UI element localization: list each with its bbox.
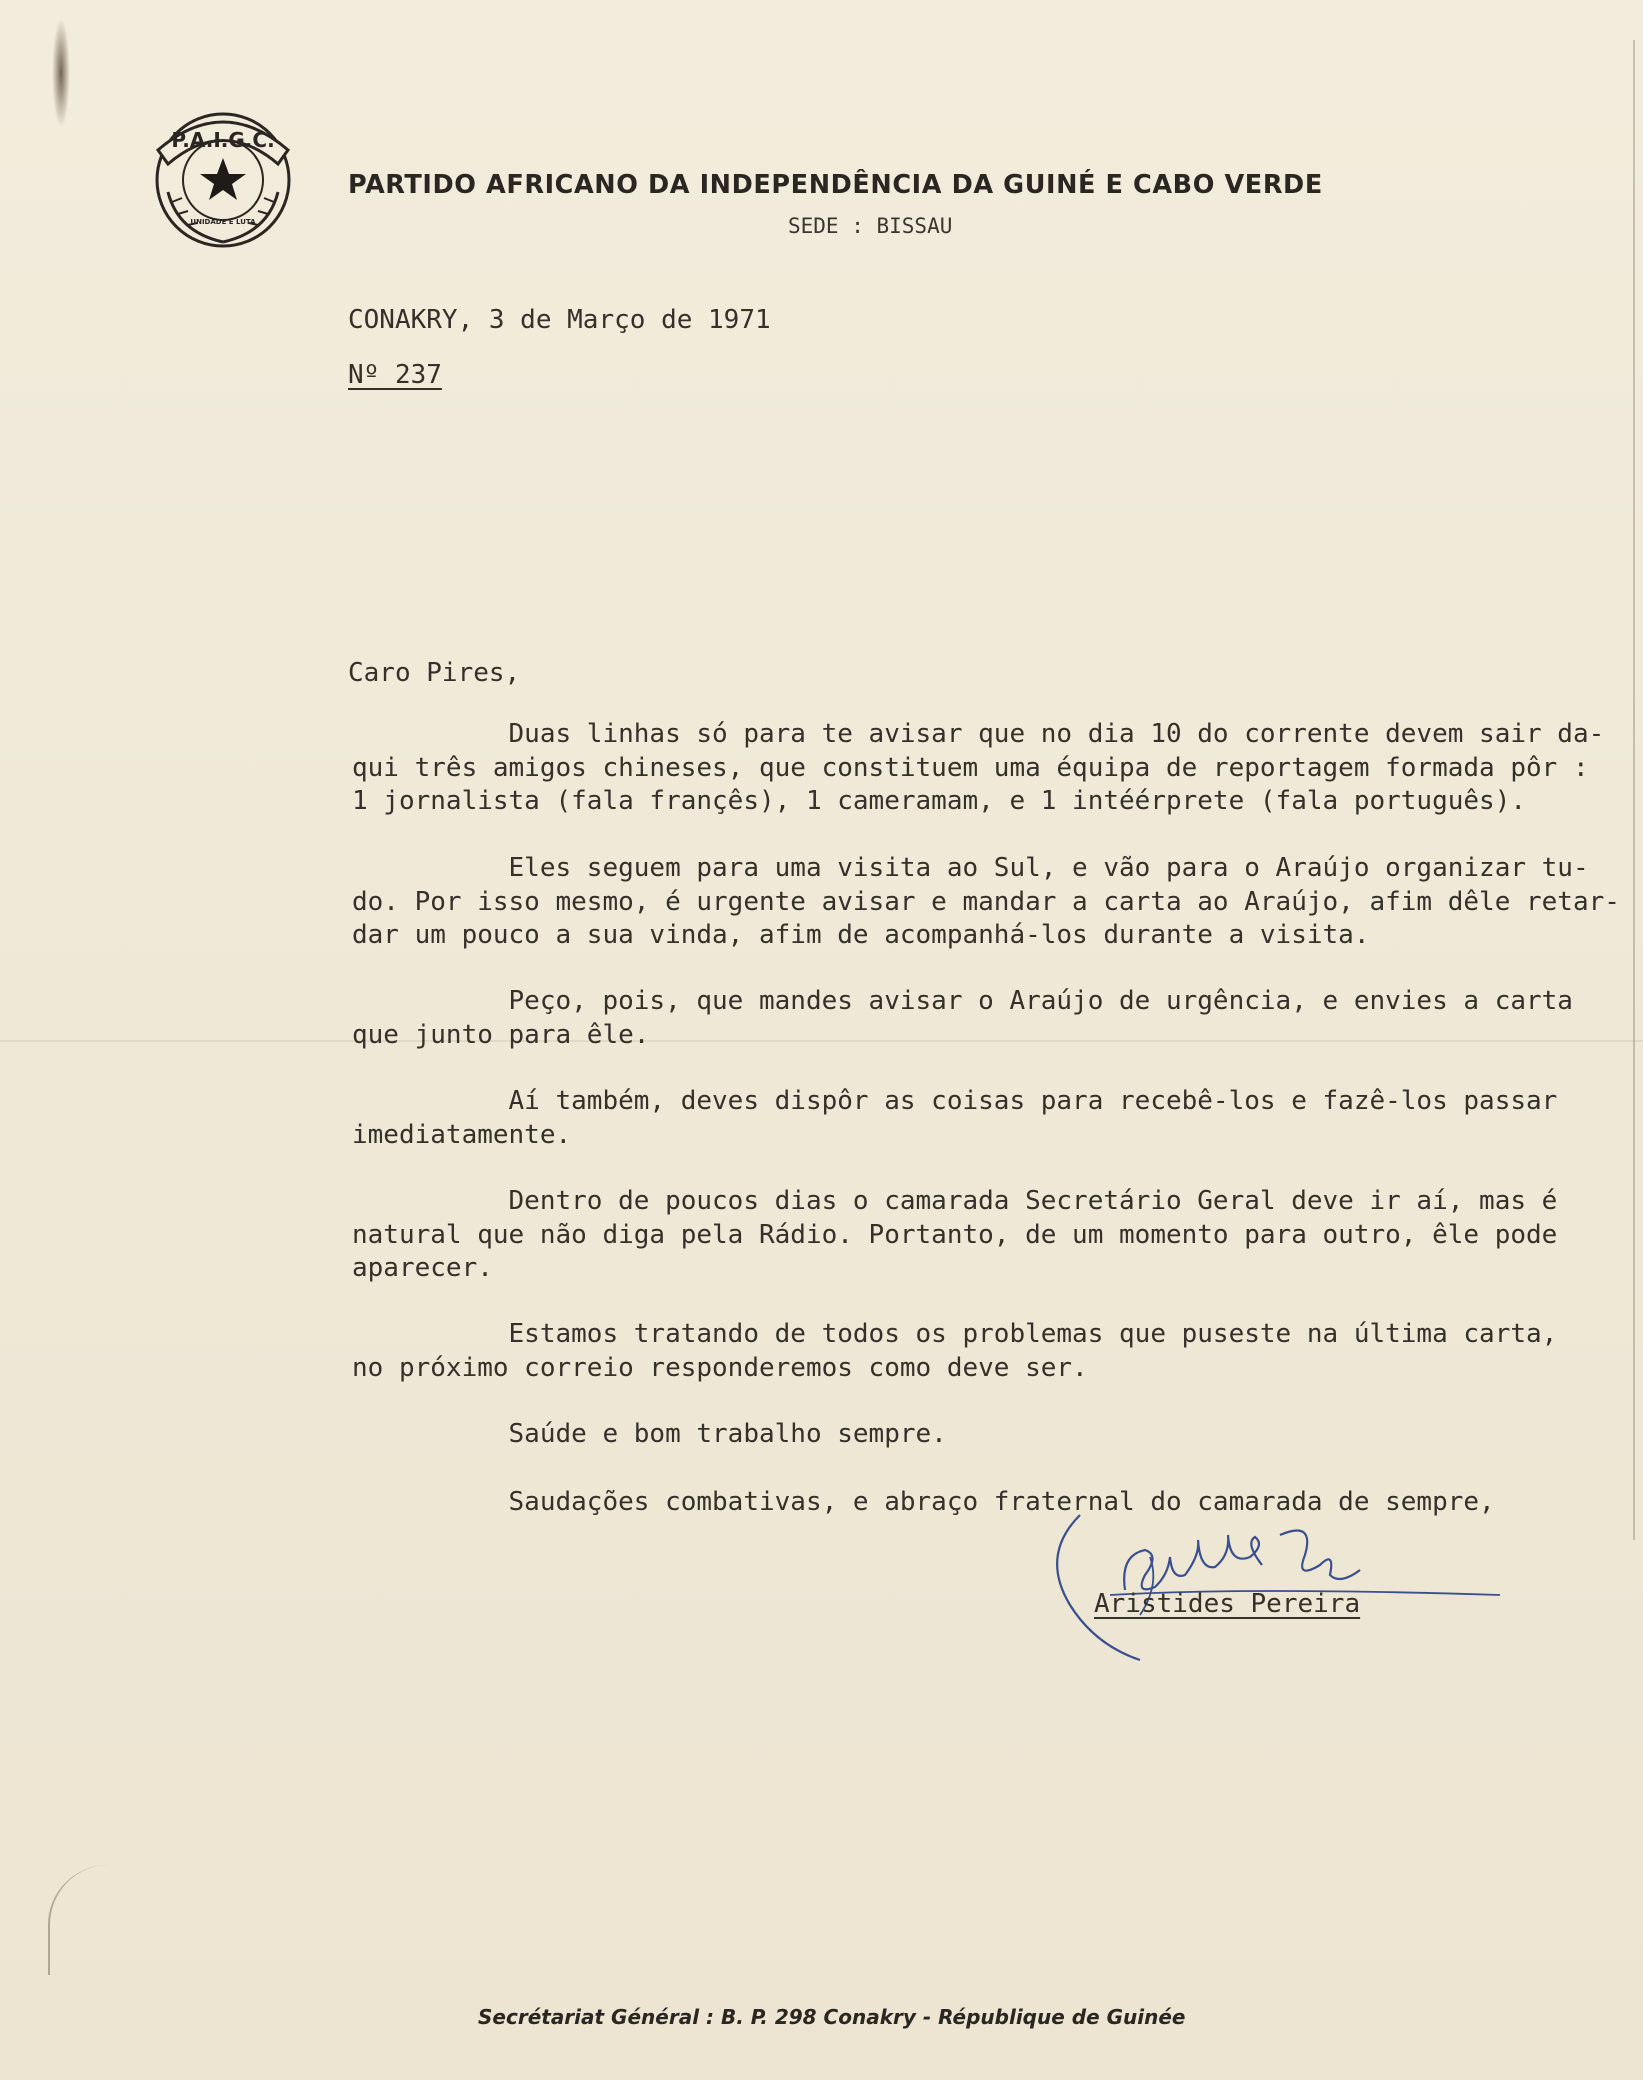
handwritten-signature [1050, 1495, 1520, 1665]
paragraph-7: Saúde e bom trabalho sempre. [352, 1419, 947, 1449]
paragraph-4: Aí também, deves dispôr as coisas para recebê-los e fazê-los passar imediatamente. [352, 1086, 1558, 1150]
paragraph-2: Eles seguem para uma visita ao Sul, e vão para o Araújo organizar tu- do. Por isso mesmo, é urgente avisar e mandar a carta ao Araújo, afim dêle retar- dar um pouco a sua vinda, afim de acompanhá-los durante a visita. [352, 853, 1620, 950]
logo-motto: UNIDADE E LUTA [190, 218, 256, 226]
organization-name: PARTIDO AFRICANO DA INDEPENDÊNCIA DA GUINÉ E CABO VERDE [348, 170, 1323, 200]
paper-crease [48, 1865, 130, 1975]
signer-name: Aristides Pereira [1094, 1589, 1361, 1619]
paragraph-1: Duas linhas só para te avisar que no dia 10 do corrente devem sair da- qui três amigos chineses, que constituem uma équipa de reportagem formada pôr : 1 jornalista (fala françês), 1 cameramam, e 1 intéérprete (fala português). [352, 719, 1605, 816]
reference-number: Nº 237 [348, 360, 442, 390]
punch-hole-stain [52, 18, 70, 128]
paragraph-3: Peço, pois, que mandes avisar o Araújo de urgência, e envies a carta que junto para êle. [352, 986, 1573, 1050]
star-emblem-icon [200, 158, 246, 200]
footer-address: Secrétariat Général : B. P. 298 Conakry - République de Guinée [478, 2005, 1186, 2029]
organization-seat: SEDE : BISSAU [788, 214, 953, 238]
paragraph-5: Dentro de poucos dias o camarada Secretário Geral deve ir aí, mas é natural que não diga pela Rádio. Portanto, de um momento para outro, êle pode aparecer. [352, 1186, 1558, 1283]
paigc-logo-emblem [138, 92, 308, 262]
paper-edge [1633, 40, 1635, 1540]
greeting: Caro Pires, [348, 658, 521, 688]
paragraph-6: Estamos tratando de todos os problemas que puseste na última carta, no próximo correio responderemos como deve ser. [352, 1319, 1558, 1383]
logo-banner-text: P.A.I.G.C. [171, 128, 275, 152]
paragraph-8: Saudações combativas, e abraço fraternal do camarada de sempre, [352, 1487, 1495, 1517]
place-and-date: CONAKRY, 3 de Março de 1971 [348, 305, 771, 335]
